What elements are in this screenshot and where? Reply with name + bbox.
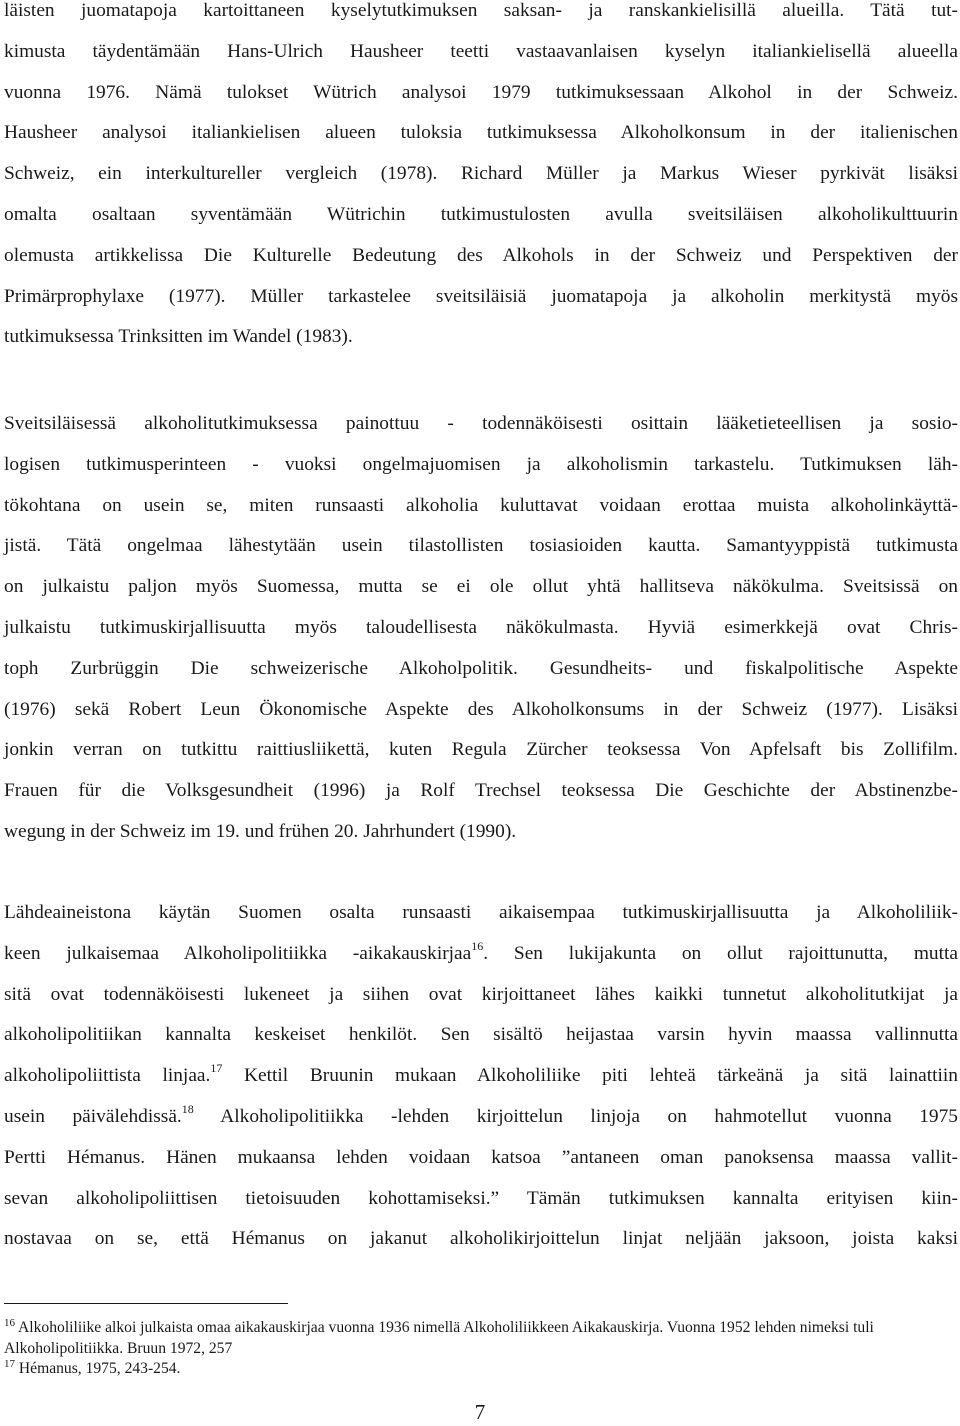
- text-line: on julkaistu paljon myös Suomessa, mutta se ei ole ollut yhtä hallitseva näkökulma. Sveitsissä on: [4, 576, 958, 598]
- text-line: [4, 1056, 958, 1097]
- footnote-ref-18[interactable]: 18: [181, 1101, 194, 1116]
- paragraph-3: [4, 893, 958, 1260]
- text-line: [4, 1097, 958, 1138]
- text-line: logisen tutkimusperinteen - vuoksi ongelmajuomisen ja alkoholismin tarkastelu. Tutkimuksen läh-: [4, 453, 958, 475]
- text-line: kimusta täydentämään Hans-Ulrich Hausheer teetti vastaavanlaisen kyselyn italiankielisellä alueella: [4, 40, 958, 62]
- text-line: toph Zurbrüggin Die schweizerische Alkoholpolitik. Gesundheits- und fiskalpolitische Aspekte: [4, 657, 958, 679]
- text-segment: . Sen lukijakunta on ollut rajoittunutta, mutta: [483, 942, 958, 964]
- text-line: Frauen für die Volksgesundheit (1996) ja Rolf Trechsel teoksessa Die Geschichte der Abstinenzbe-: [4, 780, 958, 802]
- text-segment: keen julkaisemaa Alkoholipolitiikka -aikakauskirjaa: [4, 942, 472, 964]
- page-number: 7: [474, 1400, 486, 1424]
- text-line: Schweiz, ein interkultureller vergleich (1978). Richard Müller ja Markus Wieser pyrkivät lisäksi: [4, 163, 958, 185]
- text-line: [4, 934, 958, 975]
- text-line: jistä. Tätä ongelmaa lähestytään usein tilastollisten tosiasioiden kautta. Samantyyppistä tutkimusta: [4, 535, 958, 557]
- text-line: sitä ovat todennäköisesti lukeneet ja siihen ovat kirjoittaneet lähes kaikki tunnetut alkoholitutkijat ja: [4, 983, 958, 1005]
- footnote-ref-17[interactable]: 17: [210, 1061, 223, 1076]
- text-line: nostavaa on se, että Hémanus on jakanut alkoholikirjoittelun linjat neljään jaksoon, joista kaksi: [4, 1228, 958, 1250]
- footnote-text: Alkoholiliike alkoi julkaista omaa aikakauskirjaa vuonna 1936 nimellä Alkoholiliikkeen Aikakauskirja. Vuonna 1952 lehden nimeksi tuli Alkoholipolitiikka. Bruun 1972, 257: [4, 1319, 874, 1357]
- text-line: Lähdeaineistona käytän Suomen osalta runsaasti aikaisempaa tutkimuskirjallisuutta ja Alkoholiliik-: [4, 902, 958, 923]
- text-segment: usein päivälehdissä.: [4, 1105, 182, 1127]
- paragraph-2: [4, 404, 958, 853]
- text-line: Pertti Hémanus. Hänen mukaansa lehden voidaan katsoa ”antaneen oman panoksensa maassa vallit-: [4, 1146, 958, 1168]
- footnote-text: Hémanus, 1975, 243-254.: [15, 1360, 181, 1377]
- text-line: vuonna 1976. Nämä tulokset Wütrich analysoi 1979 tutkimuksessaan Alkohol in der Schweiz.: [4, 81, 958, 103]
- text-line: tökohtana on usein se, miten runsaasti alkoholia kuluttavat voidaan erottaa muista alkoholinkäyttä-: [4, 494, 958, 516]
- text-line: jonkin verran on tutkittu raittiusliikettä, kuten Regula Zürcher teoksessa Von Apfelsaft bis Zollifilm.: [4, 739, 958, 761]
- text-line: alkoholipolitiikan kannalta keskeiset henkilöt. Sen sisältö heijastaa varsin hyvin maassa vallinnutta: [4, 1024, 958, 1046]
- text-line: Primärprophylaxe (1977). Müller tarkastelee sveitsiläisiä juomatapoja ja alkoholin merkitystä myös: [4, 285, 958, 307]
- text-segment: alkoholipoliittista linjaa.: [4, 1065, 211, 1087]
- footnote-marker: 16: [4, 1317, 15, 1329]
- text-line: Sveitsiläisessä alkoholitutkimuksessa painottuu - todennäköisesti osittain lääketieteellisen ja sosio-: [4, 413, 958, 434]
- text-segment: Kettil Bruunin mukaan Alkoholiliike piti lehteä tärkeänä ja sitä lainattiin: [222, 1065, 958, 1087]
- text-line: julkaistu tutkimuskirjallisuutta myös taloudellisesta näkökulmasta. Hyviä esimerkkejä ovat Chris-: [4, 616, 958, 638]
- footnotes: [4, 1318, 958, 1380]
- footnote-16: [4, 1318, 958, 1359]
- text-line: sevan alkoholipoliittisen tietoisuuden kohottamiseksi.” Tämän tutkimuksen kannalta erityisen kiin-: [4, 1187, 958, 1209]
- text-line: Hausheer analysoi italiankielisen alueen tuloksia tutkimuksessa Alkoholkonsum in der italienischen: [4, 122, 958, 144]
- footnote-divider: [4, 1303, 288, 1304]
- text-line: tutkimuksessa Trinksitten im Wandel (1983).: [4, 326, 353, 348]
- text-line: olemusta artikkelissa Die Kulturelle Bedeutung des Alkohols in der Schweiz und Perspektiven der: [4, 244, 958, 266]
- text-segment: Alkoholipolitiikka -lehden kirjoittelun linjoja on hahmotellut vuonna 1975: [193, 1105, 958, 1127]
- paragraph-1: [4, 0, 958, 358]
- footnote-ref-16[interactable]: 16: [471, 938, 484, 953]
- text-line: (1976) sekä Robert Leun Ökonomische Aspekte des Alkoholkonsums in der Schweiz (1977). Lisäksi: [4, 698, 958, 720]
- text-line: wegung in der Schweiz im 19. und frühen 20. Jahrhundert (1990).: [4, 820, 517, 842]
- text-line: läisten juomatapoja kartoittaneen kyselytutkimuksen saksan- ja ranskankielisillä alueilla. Tätä tut-: [4, 0, 958, 21]
- footnote-marker: 17: [4, 1358, 15, 1370]
- text-line: omalta osaltaan syventämään Wütrichin tutkimustulosten avulla sveitsiläisen alkoholikulttuurin: [4, 203, 958, 225]
- footnote-17: [4, 1359, 958, 1380]
